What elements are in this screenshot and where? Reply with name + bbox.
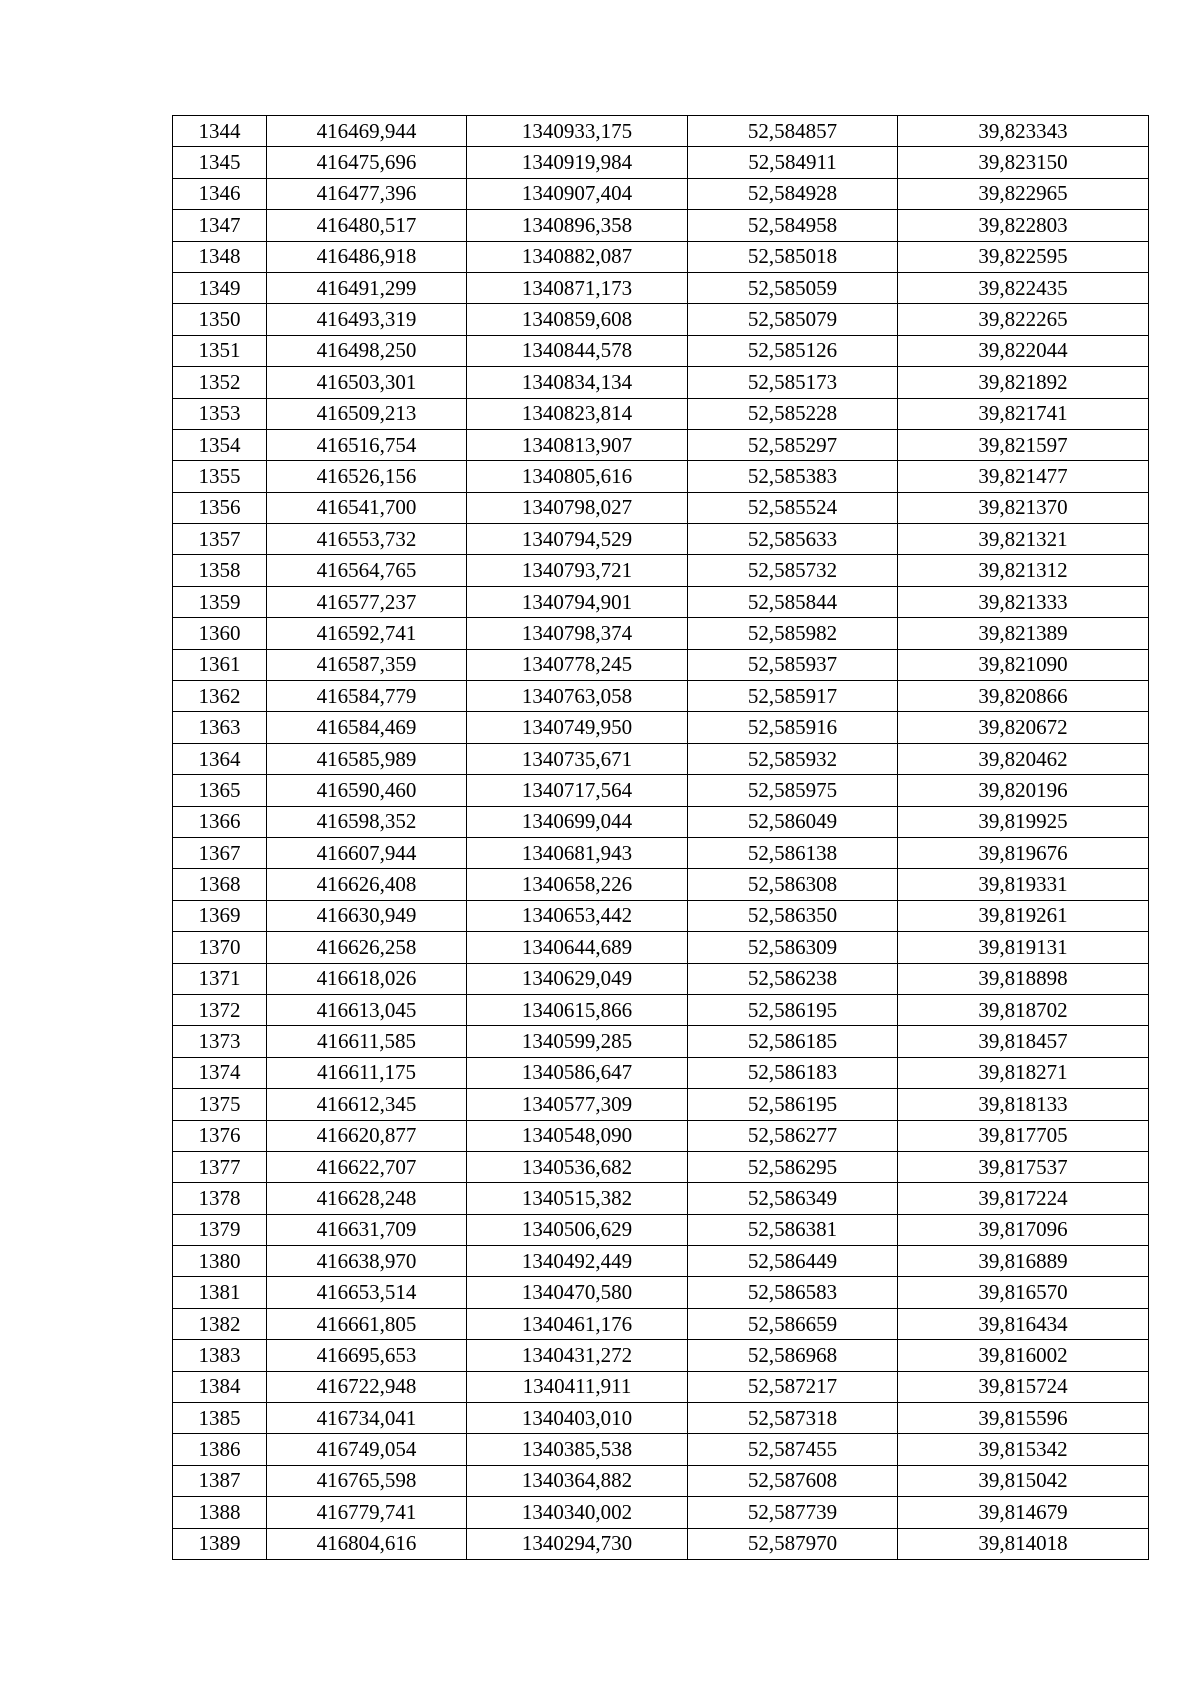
table-row xyxy=(173,618,1149,649)
point-number-cell: 1370 xyxy=(173,932,267,963)
point-number-cell: 1347 xyxy=(173,210,267,241)
point-number-cell: 1374 xyxy=(173,1057,267,1088)
latitude-cell: 52,584958 xyxy=(688,210,898,241)
x-coordinate-cell: 416509,213 xyxy=(267,398,467,429)
longitude-cell: 39,819676 xyxy=(898,837,1149,868)
y-coordinate-cell: 1340834,134 xyxy=(467,367,688,398)
latitude-cell: 52,586350 xyxy=(688,900,898,931)
latitude-cell: 52,586185 xyxy=(688,1026,898,1057)
longitude-cell: 39,818702 xyxy=(898,994,1149,1025)
table-row xyxy=(173,963,1149,994)
longitude-cell: 39,822044 xyxy=(898,335,1149,366)
point-number-cell: 1363 xyxy=(173,712,267,743)
longitude-cell: 39,820866 xyxy=(898,681,1149,712)
x-coordinate-cell: 416598,352 xyxy=(267,806,467,837)
x-coordinate-cell: 416722,948 xyxy=(267,1371,467,1402)
point-number-cell: 1353 xyxy=(173,398,267,429)
x-coordinate-cell: 416626,258 xyxy=(267,932,467,963)
x-coordinate-cell: 416486,918 xyxy=(267,241,467,272)
x-coordinate-cell: 416584,469 xyxy=(267,712,467,743)
y-coordinate-cell: 1340658,226 xyxy=(467,869,688,900)
point-number-cell: 1377 xyxy=(173,1151,267,1182)
table-row xyxy=(173,1308,1149,1339)
y-coordinate-cell: 1340492,449 xyxy=(467,1246,688,1277)
x-coordinate-cell: 416584,779 xyxy=(267,681,467,712)
latitude-cell: 52,585524 xyxy=(688,492,898,523)
y-coordinate-cell: 1340699,044 xyxy=(467,806,688,837)
x-coordinate-cell: 416765,598 xyxy=(267,1465,467,1496)
latitude-cell: 52,585937 xyxy=(688,649,898,680)
y-coordinate-cell: 1340794,529 xyxy=(467,524,688,555)
table-row xyxy=(173,555,1149,586)
point-number-cell: 1383 xyxy=(173,1340,267,1371)
latitude-cell: 52,586295 xyxy=(688,1151,898,1182)
table-row xyxy=(173,869,1149,900)
point-number-cell: 1367 xyxy=(173,837,267,868)
y-coordinate-cell: 1340763,058 xyxy=(467,681,688,712)
latitude-cell: 52,585932 xyxy=(688,743,898,774)
point-number-cell: 1384 xyxy=(173,1371,267,1402)
point-number-cell: 1371 xyxy=(173,963,267,994)
latitude-cell: 52,586449 xyxy=(688,1246,898,1277)
table-row xyxy=(173,1497,1149,1528)
x-coordinate-cell: 416612,345 xyxy=(267,1089,467,1120)
point-number-cell: 1368 xyxy=(173,869,267,900)
y-coordinate-cell: 1340933,175 xyxy=(467,116,688,147)
table-row xyxy=(173,147,1149,178)
y-coordinate-cell: 1340896,358 xyxy=(467,210,688,241)
y-coordinate-cell: 1340735,671 xyxy=(467,743,688,774)
longitude-cell: 39,817224 xyxy=(898,1183,1149,1214)
latitude-cell: 52,586583 xyxy=(688,1277,898,1308)
latitude-cell: 52,586659 xyxy=(688,1308,898,1339)
point-number-cell: 1351 xyxy=(173,335,267,366)
table-row xyxy=(173,1151,1149,1182)
latitude-cell: 52,587970 xyxy=(688,1528,898,1559)
table-row xyxy=(173,806,1149,837)
table-row xyxy=(173,649,1149,680)
y-coordinate-cell: 1340798,027 xyxy=(467,492,688,523)
point-number-cell: 1360 xyxy=(173,618,267,649)
y-coordinate-cell: 1340577,309 xyxy=(467,1089,688,1120)
table-row xyxy=(173,1371,1149,1402)
y-coordinate-cell: 1340794,901 xyxy=(467,586,688,617)
latitude-cell: 52,584911 xyxy=(688,147,898,178)
longitude-cell: 39,817096 xyxy=(898,1214,1149,1245)
latitude-cell: 52,585383 xyxy=(688,461,898,492)
x-coordinate-cell: 416475,696 xyxy=(267,147,467,178)
y-coordinate-cell: 1340629,049 xyxy=(467,963,688,994)
table-row xyxy=(173,1528,1149,1559)
x-coordinate-cell: 416626,408 xyxy=(267,869,467,900)
y-coordinate-cell: 1340364,882 xyxy=(467,1465,688,1496)
latitude-cell: 52,586309 xyxy=(688,932,898,963)
longitude-cell: 39,815596 xyxy=(898,1403,1149,1434)
y-coordinate-cell: 1340778,245 xyxy=(467,649,688,680)
longitude-cell: 39,816570 xyxy=(898,1277,1149,1308)
latitude-cell: 52,586277 xyxy=(688,1120,898,1151)
coordinates-table xyxy=(172,115,1149,1560)
latitude-cell: 52,584857 xyxy=(688,116,898,147)
x-coordinate-cell: 416779,741 xyxy=(267,1497,467,1528)
latitude-cell: 52,585059 xyxy=(688,272,898,303)
x-coordinate-cell: 416516,754 xyxy=(267,429,467,460)
latitude-cell: 52,586138 xyxy=(688,837,898,868)
longitude-cell: 39,816889 xyxy=(898,1246,1149,1277)
point-number-cell: 1380 xyxy=(173,1246,267,1277)
longitude-cell: 39,814018 xyxy=(898,1528,1149,1559)
latitude-cell: 52,587318 xyxy=(688,1403,898,1434)
latitude-cell: 52,586183 xyxy=(688,1057,898,1088)
point-number-cell: 1344 xyxy=(173,116,267,147)
x-coordinate-cell: 416622,707 xyxy=(267,1151,467,1182)
longitude-cell: 39,821741 xyxy=(898,398,1149,429)
longitude-cell: 39,821892 xyxy=(898,367,1149,398)
point-number-cell: 1345 xyxy=(173,147,267,178)
latitude-cell: 52,585297 xyxy=(688,429,898,460)
table-row xyxy=(173,1089,1149,1120)
latitude-cell: 52,586195 xyxy=(688,1089,898,1120)
y-coordinate-cell: 1340805,616 xyxy=(467,461,688,492)
table-row xyxy=(173,1340,1149,1371)
table-row xyxy=(173,178,1149,209)
longitude-cell: 39,819925 xyxy=(898,806,1149,837)
y-coordinate-cell: 1340681,943 xyxy=(467,837,688,868)
point-number-cell: 1387 xyxy=(173,1465,267,1496)
longitude-cell: 39,821477 xyxy=(898,461,1149,492)
x-coordinate-cell: 416620,877 xyxy=(267,1120,467,1151)
table-row xyxy=(173,1057,1149,1088)
point-number-cell: 1361 xyxy=(173,649,267,680)
y-coordinate-cell: 1340717,564 xyxy=(467,775,688,806)
longitude-cell: 39,821312 xyxy=(898,555,1149,586)
latitude-cell: 52,585018 xyxy=(688,241,898,272)
longitude-cell: 39,820672 xyxy=(898,712,1149,743)
table-row xyxy=(173,586,1149,617)
latitude-cell: 52,586381 xyxy=(688,1214,898,1245)
point-number-cell: 1382 xyxy=(173,1308,267,1339)
latitude-cell: 52,584928 xyxy=(688,178,898,209)
x-coordinate-cell: 416469,944 xyxy=(267,116,467,147)
y-coordinate-cell: 1340536,682 xyxy=(467,1151,688,1182)
point-number-cell: 1364 xyxy=(173,743,267,774)
longitude-cell: 39,817537 xyxy=(898,1151,1149,1182)
table-row xyxy=(173,461,1149,492)
point-number-cell: 1349 xyxy=(173,272,267,303)
x-coordinate-cell: 416590,460 xyxy=(267,775,467,806)
point-number-cell: 1385 xyxy=(173,1403,267,1434)
longitude-cell: 39,821090 xyxy=(898,649,1149,680)
longitude-cell: 39,815042 xyxy=(898,1465,1149,1496)
y-coordinate-cell: 1340907,404 xyxy=(467,178,688,209)
longitude-cell: 39,815342 xyxy=(898,1434,1149,1465)
y-coordinate-cell: 1340340,002 xyxy=(467,1497,688,1528)
latitude-cell: 52,585975 xyxy=(688,775,898,806)
table-row xyxy=(173,1246,1149,1277)
table-row xyxy=(173,837,1149,868)
point-number-cell: 1355 xyxy=(173,461,267,492)
latitude-cell: 52,585916 xyxy=(688,712,898,743)
longitude-cell: 39,820196 xyxy=(898,775,1149,806)
longitude-cell: 39,823343 xyxy=(898,116,1149,147)
latitude-cell: 52,586195 xyxy=(688,994,898,1025)
point-number-cell: 1379 xyxy=(173,1214,267,1245)
point-number-cell: 1350 xyxy=(173,304,267,335)
table-row xyxy=(173,775,1149,806)
table-row xyxy=(173,681,1149,712)
x-coordinate-cell: 416653,514 xyxy=(267,1277,467,1308)
point-number-cell: 1362 xyxy=(173,681,267,712)
table-row xyxy=(173,492,1149,523)
x-coordinate-cell: 416498,250 xyxy=(267,335,467,366)
point-number-cell: 1372 xyxy=(173,994,267,1025)
x-coordinate-cell: 416553,732 xyxy=(267,524,467,555)
x-coordinate-cell: 416613,045 xyxy=(267,994,467,1025)
table-row xyxy=(173,1214,1149,1245)
latitude-cell: 52,586308 xyxy=(688,869,898,900)
latitude-cell: 52,586349 xyxy=(688,1183,898,1214)
table-row xyxy=(173,712,1149,743)
y-coordinate-cell: 1340385,538 xyxy=(467,1434,688,1465)
longitude-cell: 39,816002 xyxy=(898,1340,1149,1371)
latitude-cell: 52,585126 xyxy=(688,335,898,366)
longitude-cell: 39,821321 xyxy=(898,524,1149,555)
point-number-cell: 1356 xyxy=(173,492,267,523)
point-number-cell: 1359 xyxy=(173,586,267,617)
x-coordinate-cell: 416480,517 xyxy=(267,210,467,241)
table-row xyxy=(173,304,1149,335)
longitude-cell: 39,821597 xyxy=(898,429,1149,460)
y-coordinate-cell: 1340813,907 xyxy=(467,429,688,460)
y-coordinate-cell: 1340871,173 xyxy=(467,272,688,303)
longitude-cell: 39,822595 xyxy=(898,241,1149,272)
longitude-cell: 39,822803 xyxy=(898,210,1149,241)
x-coordinate-cell: 416585,989 xyxy=(267,743,467,774)
x-coordinate-cell: 416631,709 xyxy=(267,1214,467,1245)
x-coordinate-cell: 416749,054 xyxy=(267,1434,467,1465)
latitude-cell: 52,587217 xyxy=(688,1371,898,1402)
x-coordinate-cell: 416541,700 xyxy=(267,492,467,523)
y-coordinate-cell: 1340586,647 xyxy=(467,1057,688,1088)
table-row xyxy=(173,1026,1149,1057)
x-coordinate-cell: 416491,299 xyxy=(267,272,467,303)
coordinates-table-body xyxy=(173,116,1149,1560)
x-coordinate-cell: 416618,026 xyxy=(267,963,467,994)
table-row xyxy=(173,272,1149,303)
point-number-cell: 1369 xyxy=(173,900,267,931)
x-coordinate-cell: 416592,741 xyxy=(267,618,467,649)
longitude-cell: 39,818898 xyxy=(898,963,1149,994)
y-coordinate-cell: 1340793,721 xyxy=(467,555,688,586)
latitude-cell: 52,585982 xyxy=(688,618,898,649)
y-coordinate-cell: 1340515,382 xyxy=(467,1183,688,1214)
point-number-cell: 1381 xyxy=(173,1277,267,1308)
x-coordinate-cell: 416695,653 xyxy=(267,1340,467,1371)
longitude-cell: 39,821370 xyxy=(898,492,1149,523)
table-row xyxy=(173,335,1149,366)
latitude-cell: 52,585732 xyxy=(688,555,898,586)
point-number-cell: 1354 xyxy=(173,429,267,460)
latitude-cell: 52,586968 xyxy=(688,1340,898,1371)
table-row xyxy=(173,524,1149,555)
x-coordinate-cell: 416477,396 xyxy=(267,178,467,209)
y-coordinate-cell: 1340859,608 xyxy=(467,304,688,335)
y-coordinate-cell: 1340411,911 xyxy=(467,1371,688,1402)
latitude-cell: 52,586238 xyxy=(688,963,898,994)
x-coordinate-cell: 416577,237 xyxy=(267,586,467,617)
point-number-cell: 1348 xyxy=(173,241,267,272)
point-number-cell: 1365 xyxy=(173,775,267,806)
latitude-cell: 52,585633 xyxy=(688,524,898,555)
table-row xyxy=(173,994,1149,1025)
x-coordinate-cell: 416611,175 xyxy=(267,1057,467,1088)
point-number-cell: 1357 xyxy=(173,524,267,555)
y-coordinate-cell: 1340506,629 xyxy=(467,1214,688,1245)
longitude-cell: 39,819261 xyxy=(898,900,1149,931)
point-number-cell: 1352 xyxy=(173,367,267,398)
y-coordinate-cell: 1340615,866 xyxy=(467,994,688,1025)
y-coordinate-cell: 1340470,580 xyxy=(467,1277,688,1308)
longitude-cell: 39,818271 xyxy=(898,1057,1149,1088)
longitude-cell: 39,820462 xyxy=(898,743,1149,774)
x-coordinate-cell: 416503,301 xyxy=(267,367,467,398)
longitude-cell: 39,821333 xyxy=(898,586,1149,617)
point-number-cell: 1358 xyxy=(173,555,267,586)
y-coordinate-cell: 1340919,984 xyxy=(467,147,688,178)
point-number-cell: 1378 xyxy=(173,1183,267,1214)
table-row xyxy=(173,116,1149,147)
x-coordinate-cell: 416607,944 xyxy=(267,837,467,868)
x-coordinate-cell: 416526,156 xyxy=(267,461,467,492)
longitude-cell: 39,822435 xyxy=(898,272,1149,303)
y-coordinate-cell: 1340403,010 xyxy=(467,1403,688,1434)
table-row xyxy=(173,1465,1149,1496)
table-row xyxy=(173,1120,1149,1151)
latitude-cell: 52,587608 xyxy=(688,1465,898,1496)
y-coordinate-cell: 1340431,272 xyxy=(467,1340,688,1371)
x-coordinate-cell: 416628,248 xyxy=(267,1183,467,1214)
point-number-cell: 1375 xyxy=(173,1089,267,1120)
y-coordinate-cell: 1340798,374 xyxy=(467,618,688,649)
latitude-cell: 52,585844 xyxy=(688,586,898,617)
latitude-cell: 52,587739 xyxy=(688,1497,898,1528)
table-row xyxy=(173,1277,1149,1308)
point-number-cell: 1373 xyxy=(173,1026,267,1057)
longitude-cell: 39,823150 xyxy=(898,147,1149,178)
table-row xyxy=(173,367,1149,398)
latitude-cell: 52,586049 xyxy=(688,806,898,837)
point-number-cell: 1376 xyxy=(173,1120,267,1151)
y-coordinate-cell: 1340461,176 xyxy=(467,1308,688,1339)
point-number-cell: 1388 xyxy=(173,1497,267,1528)
x-coordinate-cell: 416564,765 xyxy=(267,555,467,586)
longitude-cell: 39,822965 xyxy=(898,178,1149,209)
longitude-cell: 39,819331 xyxy=(898,869,1149,900)
point-number-cell: 1386 xyxy=(173,1434,267,1465)
longitude-cell: 39,818457 xyxy=(898,1026,1149,1057)
x-coordinate-cell: 416661,805 xyxy=(267,1308,467,1339)
y-coordinate-cell: 1340653,442 xyxy=(467,900,688,931)
longitude-cell: 39,815724 xyxy=(898,1371,1149,1402)
latitude-cell: 52,585228 xyxy=(688,398,898,429)
y-coordinate-cell: 1340644,689 xyxy=(467,932,688,963)
x-coordinate-cell: 416611,585 xyxy=(267,1026,467,1057)
longitude-cell: 39,821389 xyxy=(898,618,1149,649)
longitude-cell: 39,822265 xyxy=(898,304,1149,335)
latitude-cell: 52,587455 xyxy=(688,1434,898,1465)
y-coordinate-cell: 1340749,950 xyxy=(467,712,688,743)
longitude-cell: 39,818133 xyxy=(898,1089,1149,1120)
x-coordinate-cell: 416638,970 xyxy=(267,1246,467,1277)
table-row xyxy=(173,900,1149,931)
y-coordinate-cell: 1340599,285 xyxy=(467,1026,688,1057)
table-row xyxy=(173,398,1149,429)
longitude-cell: 39,817705 xyxy=(898,1120,1149,1151)
longitude-cell: 39,816434 xyxy=(898,1308,1149,1339)
x-coordinate-cell: 416587,359 xyxy=(267,649,467,680)
point-number-cell: 1366 xyxy=(173,806,267,837)
latitude-cell: 52,585173 xyxy=(688,367,898,398)
x-coordinate-cell: 416493,319 xyxy=(267,304,467,335)
table-row xyxy=(173,932,1149,963)
table-row xyxy=(173,743,1149,774)
x-coordinate-cell: 416804,616 xyxy=(267,1528,467,1559)
table-row xyxy=(173,241,1149,272)
table-row xyxy=(173,1434,1149,1465)
latitude-cell: 52,585079 xyxy=(688,304,898,335)
x-coordinate-cell: 416734,041 xyxy=(267,1403,467,1434)
table-row xyxy=(173,1183,1149,1214)
latitude-cell: 52,585917 xyxy=(688,681,898,712)
longitude-cell: 39,819131 xyxy=(898,932,1149,963)
table-row xyxy=(173,210,1149,241)
y-coordinate-cell: 1340548,090 xyxy=(467,1120,688,1151)
y-coordinate-cell: 1340823,814 xyxy=(467,398,688,429)
table-row xyxy=(173,429,1149,460)
point-number-cell: 1389 xyxy=(173,1528,267,1559)
table-row xyxy=(173,1403,1149,1434)
longitude-cell: 39,814679 xyxy=(898,1497,1149,1528)
y-coordinate-cell: 1340844,578 xyxy=(467,335,688,366)
y-coordinate-cell: 1340294,730 xyxy=(467,1528,688,1559)
point-number-cell: 1346 xyxy=(173,178,267,209)
y-coordinate-cell: 1340882,087 xyxy=(467,241,688,272)
x-coordinate-cell: 416630,949 xyxy=(267,900,467,931)
